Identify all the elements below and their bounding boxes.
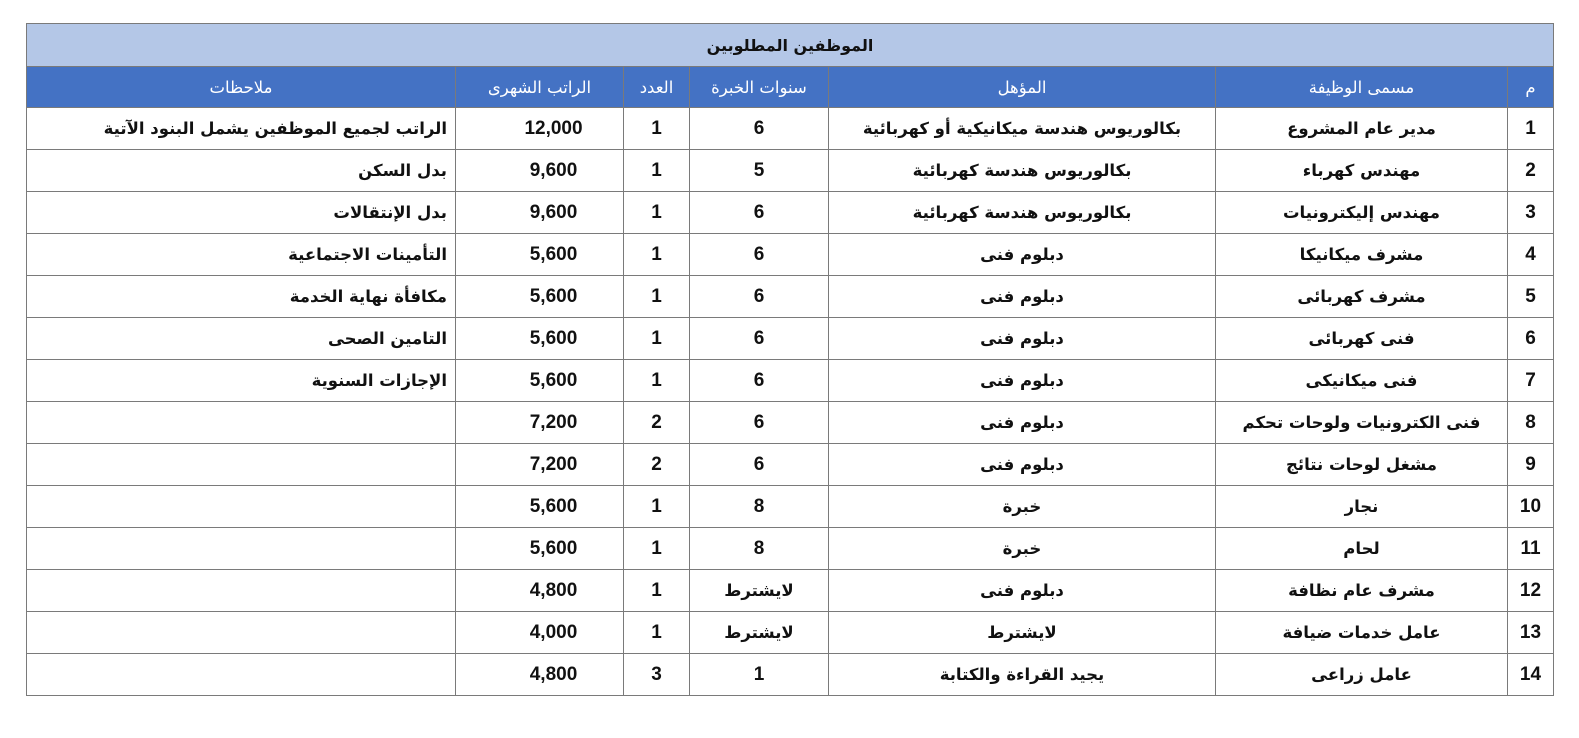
row-job-title: مهندس إليكترونيات <box>1216 192 1508 234</box>
table-row <box>27 150 1554 192</box>
row-qualification: دبلوم فنى <box>829 444 1216 486</box>
row-salary <box>456 612 624 654</box>
salary-value: 4,800 <box>529 579 578 601</box>
row-notes <box>27 402 456 444</box>
row-qualification: دبلوم فنى <box>829 276 1216 318</box>
row-job-title: مشرف عام نظافة <box>1216 570 1508 612</box>
row-qualification: بكالوريوس هندسة كهربائية <box>829 192 1216 234</box>
row-experience: 6 <box>690 234 829 276</box>
row-salary <box>456 486 624 528</box>
row-salary <box>456 276 624 318</box>
salary-value: 4,000 <box>529 621 578 643</box>
table-row <box>27 612 1554 654</box>
header-experience: سنوات الخبرة <box>690 67 829 108</box>
row-experience: 6 <box>690 192 829 234</box>
row-experience: 8 <box>690 486 829 528</box>
row-index: 1 <box>1508 108 1554 150</box>
table-row <box>27 318 1554 360</box>
row-count: 1 <box>624 234 690 276</box>
row-job-title: فنى الكترونيات ولوحات تحكم <box>1216 402 1508 444</box>
row-salary <box>456 318 624 360</box>
row-qualification: لايشترط <box>829 612 1216 654</box>
row-experience: 6 <box>690 108 829 150</box>
row-job-title: عامل زراعى <box>1216 654 1508 696</box>
row-qualification: دبلوم فنى <box>829 402 1216 444</box>
row-qualification: خبرة <box>829 486 1216 528</box>
row-salary <box>456 192 624 234</box>
row-job-title: مهندس كهرباء <box>1216 150 1508 192</box>
row-notes: مكافأة نهاية الخدمة <box>27 276 456 318</box>
row-salary <box>456 654 624 696</box>
row-qualification: دبلوم فنى <box>829 360 1216 402</box>
row-salary <box>456 234 624 276</box>
row-index: 2 <box>1508 150 1554 192</box>
row-index: 7 <box>1508 360 1554 402</box>
row-job-title: مدير عام المشروع <box>1216 108 1508 150</box>
row-salary <box>456 402 624 444</box>
header-notes: ملاحظات <box>27 67 456 108</box>
row-experience: 8 <box>690 528 829 570</box>
row-job-title: لحام <box>1216 528 1508 570</box>
row-count: 1 <box>624 192 690 234</box>
row-count: 1 <box>624 276 690 318</box>
row-index: 8 <box>1508 402 1554 444</box>
row-index: 10 <box>1508 486 1554 528</box>
header-job-title: مسمى الوظيفة <box>1216 67 1508 108</box>
row-notes: التأمينات الاجتماعية <box>27 234 456 276</box>
row-experience: لايشترط <box>690 570 829 612</box>
row-index: 5 <box>1508 276 1554 318</box>
row-count: 1 <box>624 108 690 150</box>
salary-value: 7,200 <box>529 411 578 433</box>
row-count: 3 <box>624 654 690 696</box>
row-experience: 6 <box>690 360 829 402</box>
row-index: 13 <box>1508 612 1554 654</box>
row-notes <box>27 570 456 612</box>
row-notes <box>27 654 456 696</box>
row-experience: 1 <box>690 654 829 696</box>
header-qualification: المؤهل <box>829 67 1216 108</box>
row-notes <box>27 528 456 570</box>
row-index: 9 <box>1508 444 1554 486</box>
row-salary <box>456 444 624 486</box>
row-notes <box>27 486 456 528</box>
salary-value: 4,800 <box>529 663 578 685</box>
row-salary <box>456 570 624 612</box>
row-index: 14 <box>1508 654 1554 696</box>
row-count: 1 <box>624 612 690 654</box>
row-count: 1 <box>624 360 690 402</box>
header-salary: الراتب الشهرى <box>456 67 624 108</box>
row-qualification: دبلوم فنى <box>829 570 1216 612</box>
row-job-title: عامل خدمات ضيافة <box>1216 612 1508 654</box>
row-qualification: بكالوريوس هندسة ميكانيكية أو كهربائية <box>829 108 1216 150</box>
header-count: العدد <box>624 67 690 108</box>
salary-value: 5,600 <box>529 327 578 349</box>
table-body <box>27 108 1554 696</box>
table-title: الموظفين المطلوبين <box>27 24 1554 67</box>
salary-value: 9,600 <box>529 201 578 223</box>
row-count: 1 <box>624 318 690 360</box>
row-experience: 6 <box>690 402 829 444</box>
row-salary <box>456 360 624 402</box>
row-notes: بدل الإنتقالات <box>27 192 456 234</box>
row-count: 2 <box>624 444 690 486</box>
row-index: 3 <box>1508 192 1554 234</box>
row-job-title: نجار <box>1216 486 1508 528</box>
table-row <box>27 402 1554 444</box>
salary-value: 12,000 <box>524 117 583 139</box>
row-experience: 6 <box>690 318 829 360</box>
row-qualification: يجيد القراءة والكتابة <box>829 654 1216 696</box>
row-experience: 5 <box>690 150 829 192</box>
row-count: 1 <box>624 150 690 192</box>
row-salary <box>456 150 624 192</box>
table-row <box>27 444 1554 486</box>
row-salary <box>456 528 624 570</box>
salary-value: 5,600 <box>529 537 578 559</box>
row-index: 12 <box>1508 570 1554 612</box>
row-count: 1 <box>624 486 690 528</box>
table-header-row <box>27 67 1554 108</box>
row-job-title: مشغل لوحات نتائج <box>1216 444 1508 486</box>
table-row <box>27 360 1554 402</box>
row-count: 1 <box>624 528 690 570</box>
table-row <box>27 234 1554 276</box>
row-qualification: دبلوم فنى <box>829 234 1216 276</box>
row-index: 11 <box>1508 528 1554 570</box>
row-qualification: خبرة <box>829 528 1216 570</box>
row-count: 1 <box>624 570 690 612</box>
row-notes <box>27 444 456 486</box>
table-row <box>27 654 1554 696</box>
row-notes: الراتب لجميع الموظفين يشمل البنود الآتية <box>27 108 456 150</box>
row-job-title: فنى كهربائى <box>1216 318 1508 360</box>
row-experience: لايشترط <box>690 612 829 654</box>
row-job-title: فنى ميكانيكى <box>1216 360 1508 402</box>
row-index: 4 <box>1508 234 1554 276</box>
required-staff-table <box>26 23 1554 696</box>
row-index: 6 <box>1508 318 1554 360</box>
row-salary <box>456 108 624 150</box>
row-experience: 6 <box>690 276 829 318</box>
salary-value: 5,600 <box>529 285 578 307</box>
header-index: م <box>1508 67 1554 108</box>
row-notes: الإجازات السنوية <box>27 360 456 402</box>
table-row <box>27 192 1554 234</box>
salary-value: 5,600 <box>529 369 578 391</box>
row-job-title: مشرف ميكانيكا <box>1216 234 1508 276</box>
table-row <box>27 108 1554 150</box>
table-row <box>27 276 1554 318</box>
salary-value: 5,600 <box>529 495 578 517</box>
row-qualification: بكالوريوس هندسة كهربائية <box>829 150 1216 192</box>
table-row <box>27 528 1554 570</box>
row-notes: بدل السكن <box>27 150 456 192</box>
row-experience: 6 <box>690 444 829 486</box>
row-job-title: مشرف كهربائى <box>1216 276 1508 318</box>
row-qualification: دبلوم فنى <box>829 318 1216 360</box>
salary-value: 9,600 <box>529 159 578 181</box>
salary-value: 5,600 <box>529 243 578 265</box>
salary-value: 7,200 <box>529 453 578 475</box>
table-row <box>27 486 1554 528</box>
row-notes <box>27 612 456 654</box>
row-notes: التامين الصحى <box>27 318 456 360</box>
table-title-row <box>27 24 1554 67</box>
table-row <box>27 570 1554 612</box>
row-count: 2 <box>624 402 690 444</box>
